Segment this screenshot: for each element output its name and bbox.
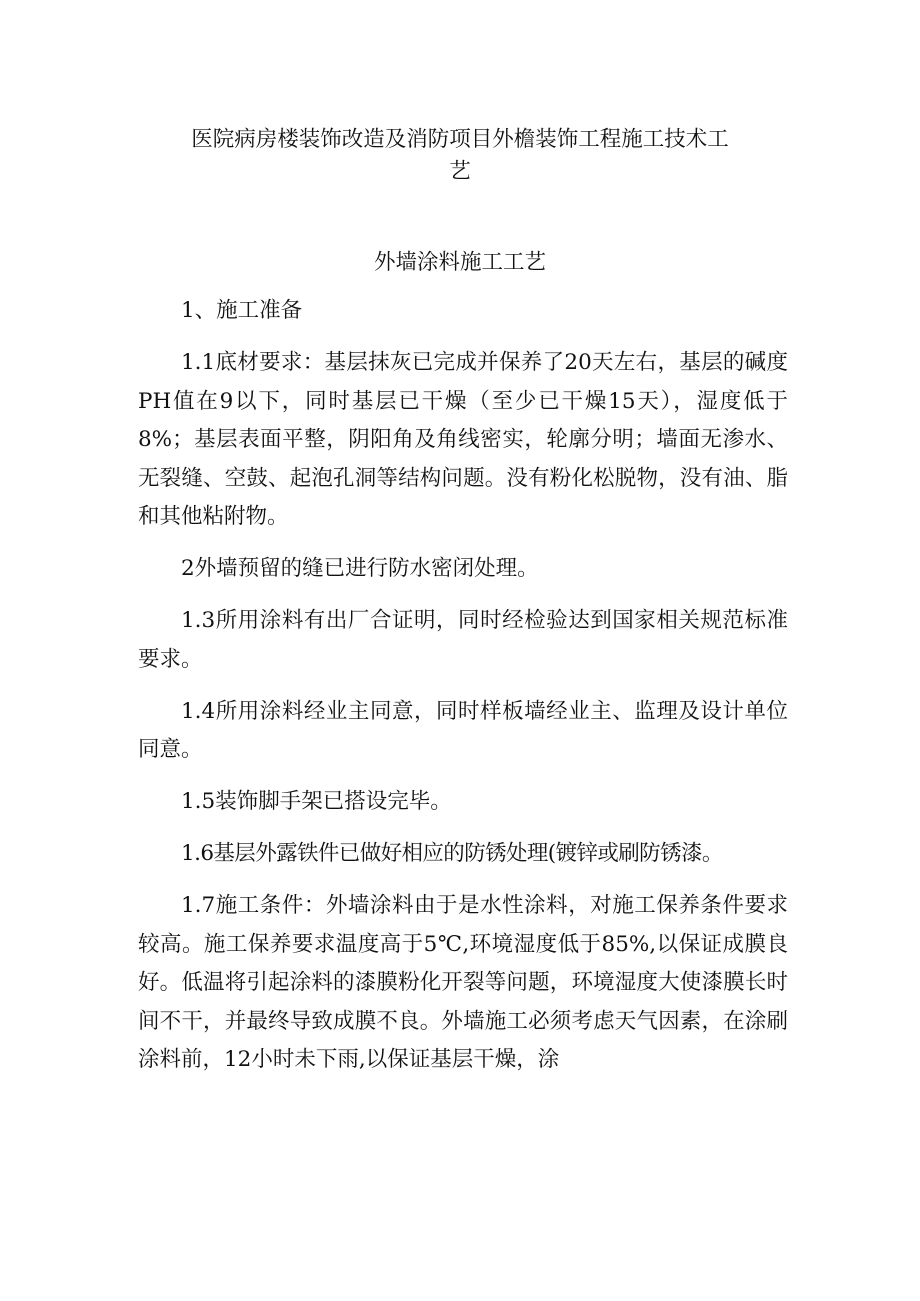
paragraph-construction-conditions: 1.7施工条件：外墙涂料由于是水性涂料，对施工保养条件要求较高。施工保养要求温度高于5℃,环境湿度低于85%,以保证成膜良好。低温将引起涂料的漆膜粉化开裂等问题，环境湿度大使漆膜长时间不干，并最终导致成膜不良。外墙施工必须考虑天气因素，在涂刷涂料前，12小时未下雨,以保证基层干燥，涂 [138, 893, 788, 1072]
document-title-line-2: 艺 [449, 159, 471, 184]
paragraph-joint-waterproofing: 2外墙预留的缝已进行防水密闭处理。 [181, 556, 539, 581]
paragraph-construction-preparation: 1、施工准备 [181, 298, 303, 323]
section-title: 外墙涂料施工工艺 [373, 250, 546, 275]
paragraph-owner-approval: 1.4所用涂料经业主同意，同时样板墙经业主、监理及设计单位同意。 [138, 698, 788, 762]
paragraph-anti-rust: 1.6基层外露铁件已做好相应的防锈处理(镀锌或刷防锈漆。 [181, 841, 723, 866]
paragraph-substrate-requirements: 1.1底材要求：基层抹灰已完成并保养了20天左右，基层的碱度PH值在9以下，同时基层已干燥（至少已干燥15天），湿度低于8%；基层表面平整，阴阳角及角线密实，轮廓分明；墙面无渗水、无裂缝、空鼓、起泡孔洞等结构问题。没有粉化松脱物，没有油、脂和其他粘附物。 [138, 350, 788, 529]
paragraph-coating-certificate: 1.3所用涂料有出厂合证明，同时经检验达到国家相关规范标准要求。 [138, 608, 788, 672]
document-body [138, 292, 788, 1093]
document-title-line-1: 医院病房楼装饰改造及消防项目外檐装饰工程施工技术工 [191, 127, 729, 152]
document-title [140, 124, 780, 188]
paragraph-scaffolding: 1.5装饰脚手架已搭设完毕。 [181, 789, 452, 814]
